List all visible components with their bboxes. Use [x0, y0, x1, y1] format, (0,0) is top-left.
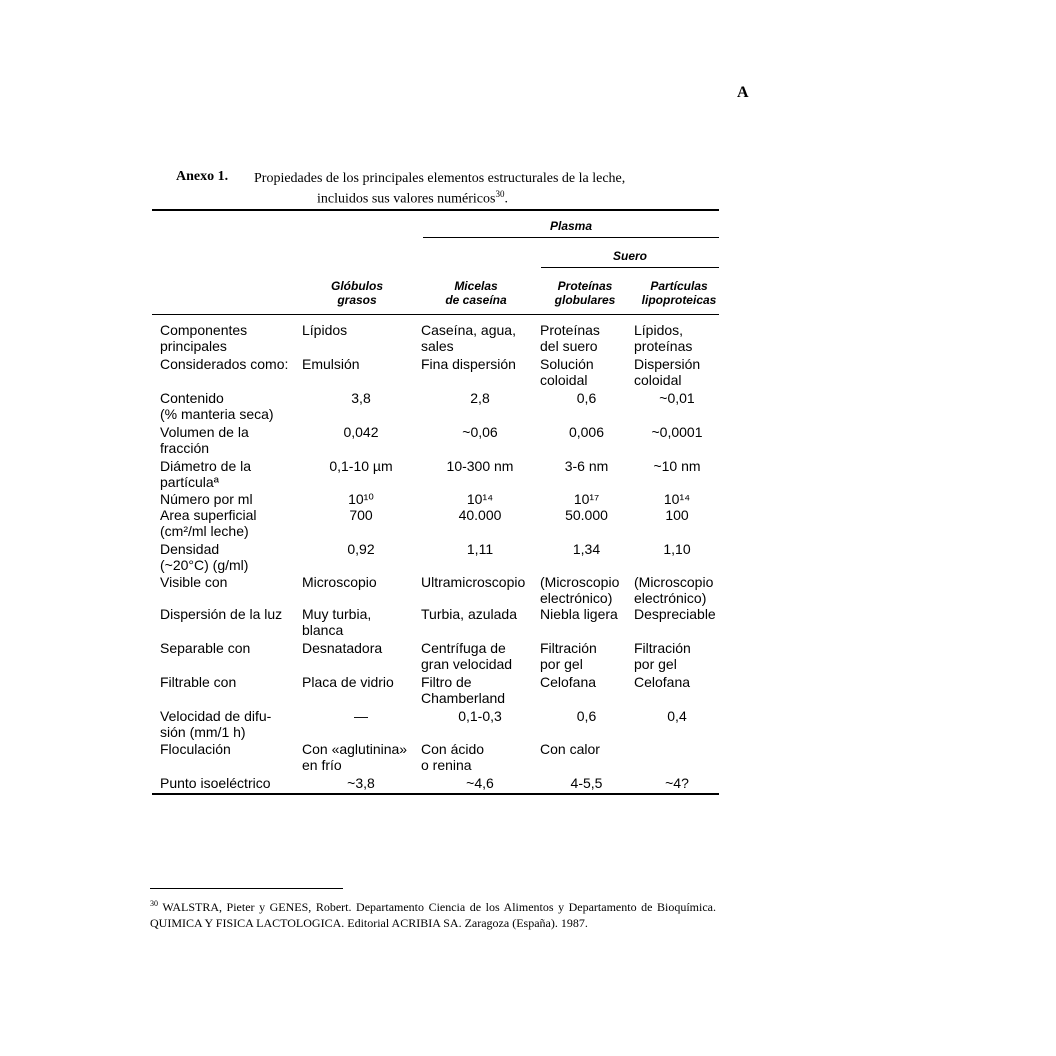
header-suero: Suero	[612, 249, 647, 263]
table-cell: ~10 nm	[653, 458, 701, 474]
row-label: Componentes principales	[160, 322, 248, 354]
table-cell: ~0,0001	[651, 424, 703, 440]
table-cell: 0,92	[347, 541, 375, 557]
table-cell: ~0,06	[462, 424, 498, 440]
table-cell: 10-300 nm	[446, 458, 514, 474]
table-cell: 3-6 nm	[564, 458, 609, 474]
header-plasma: Plasma	[549, 219, 593, 233]
header-proteinas: Proteínas globulares	[554, 279, 616, 307]
footnote-rule	[150, 888, 343, 889]
row-label: Separable con	[160, 640, 251, 656]
row-label: Contenido (% manteria seca)	[160, 390, 274, 422]
table-cell: Lípidos	[302, 322, 348, 338]
plasma-rule	[423, 237, 719, 238]
caption-label: Anexo 1.	[176, 169, 229, 184]
table-cell: 1,34	[572, 541, 601, 557]
table-cell: 0,4	[667, 708, 687, 724]
table-cell: Proteínas del suero	[540, 322, 600, 354]
table-cell: Con ácido o renina	[421, 741, 485, 773]
suero-rule	[541, 267, 719, 268]
table-cell: ~0,01	[659, 390, 695, 406]
table-cell: 3,8	[351, 390, 371, 406]
table-cell: 0,1-0,3	[458, 708, 502, 724]
row-label: Diámetro de la partículaª	[160, 458, 252, 490]
header-bottom-rule	[152, 314, 719, 315]
table-cell: Solución coloidal	[540, 356, 594, 388]
caption-subtitle	[317, 189, 508, 208]
caption-title: Propiedades de los principales elementos estructurales de la leche,	[254, 171, 626, 186]
footnote-ref: 30	[150, 899, 158, 908]
table-cell: 0,6	[576, 708, 597, 724]
table-cell: Turbia, azulada	[421, 606, 517, 622]
table-cell: ~4?	[665, 775, 689, 791]
row-label: Area superficial (cm²/ml leche)	[160, 507, 257, 539]
row-label: Dispersión de la luz	[160, 606, 283, 622]
table-cell: 0,1-10 µm	[329, 458, 393, 474]
table-cell: 0,042	[343, 424, 379, 440]
table-cell: 700	[349, 507, 373, 523]
table-cell: 4-5,5	[570, 775, 603, 791]
table-cell: Placa de vidrio	[302, 674, 394, 690]
table-cell: 1,10	[663, 541, 691, 557]
table-cell: Despreciable	[634, 606, 716, 622]
table-cell: 0,6	[576, 390, 597, 406]
table-cell: 10¹⁴	[663, 491, 691, 507]
table-cell: Niebla ligera	[540, 606, 618, 622]
table-cell: 2,8	[470, 390, 490, 406]
table-cell: Filtración por gel	[540, 640, 597, 672]
table-cell: 100	[665, 507, 689, 523]
caption-subtitle-text: incluidos sus valores numéricos	[317, 191, 496, 207]
table-cell: Celofana	[540, 674, 597, 690]
table-cell: 0,006	[568, 424, 605, 440]
table-cell: Centrífuga de gran velocidad	[421, 640, 513, 672]
table-cell: 10¹⁷	[573, 491, 600, 507]
row-label: Considerados como:	[160, 356, 289, 372]
table-bottom-rule	[152, 793, 719, 795]
table-cell: 1,11	[466, 541, 494, 557]
row-label: Densidad (~20°C) (g/ml)	[160, 541, 249, 573]
footnote	[150, 896, 716, 931]
table-cell: Con «aglutinina» en frío	[302, 741, 408, 773]
table-cell: 50.000	[565, 507, 608, 523]
row-label: Número por ml	[160, 491, 253, 507]
table-cell: Ultramicroscopio	[421, 574, 526, 590]
row-label: Velocidad de difu- sión (mm/1 h)	[160, 708, 272, 740]
table-cell: 10¹⁴	[466, 491, 494, 507]
table-cell: Muy turbia, blanca	[302, 606, 372, 638]
table-cell: Emulsión	[302, 356, 360, 372]
page-letter: A	[737, 84, 749, 101]
header-particulas: Partículas lipoproteicas	[641, 279, 717, 307]
table-cell: Caseína, agua, sales	[421, 322, 516, 354]
footnote-text: WALSTRA, Pieter y GENES, Robert. Departamento Ciencia de los Alimentos y Departamento de Bioquímica. QUIMICA Y FISICA LACTOLOGICA. Editorial ACRIBIA SA. Zaragoza (España). 1987.	[150, 900, 716, 930]
row-label: Punto isoeléctrico	[160, 775, 271, 791]
row-label: Filtrable con	[160, 674, 237, 690]
table-cell: Microscopio	[302, 574, 377, 590]
caption-end: .	[504, 191, 508, 207]
table-cell: Lípidos, proteínas	[634, 322, 693, 354]
table-cell: ~3,8	[347, 775, 375, 791]
caption-footnote-ref: 30	[495, 189, 505, 199]
row-label: Floculación	[160, 741, 231, 757]
table-cell: 40.000	[458, 507, 502, 523]
header-globulos: Glóbulos grasos	[331, 279, 383, 307]
table-cell: —	[354, 708, 368, 724]
table-cell: Filtración por gel	[634, 640, 691, 672]
table-cell: ~4,6	[466, 775, 494, 791]
table-cell: (Microscopio electrónico)	[540, 574, 620, 606]
table-cell: Desnatadora	[302, 640, 383, 656]
table-cell: (Microscopio electrónico)	[634, 574, 714, 606]
table-cell: Fina dispersión	[421, 356, 516, 372]
row-label: Volumen de la fracción	[160, 424, 249, 456]
table-cell: Filtro de Chamberland	[421, 674, 506, 706]
table-cell: Dispersión coloidal	[634, 356, 701, 388]
table-cell: Celofana	[634, 674, 691, 690]
table-top-rule	[152, 209, 719, 211]
header-micelas: Micelas de caseína	[445, 279, 507, 307]
row-label: Visible con	[160, 574, 228, 590]
table-cell: Con calor	[540, 741, 600, 757]
table-cell: 10¹⁰	[348, 491, 374, 507]
